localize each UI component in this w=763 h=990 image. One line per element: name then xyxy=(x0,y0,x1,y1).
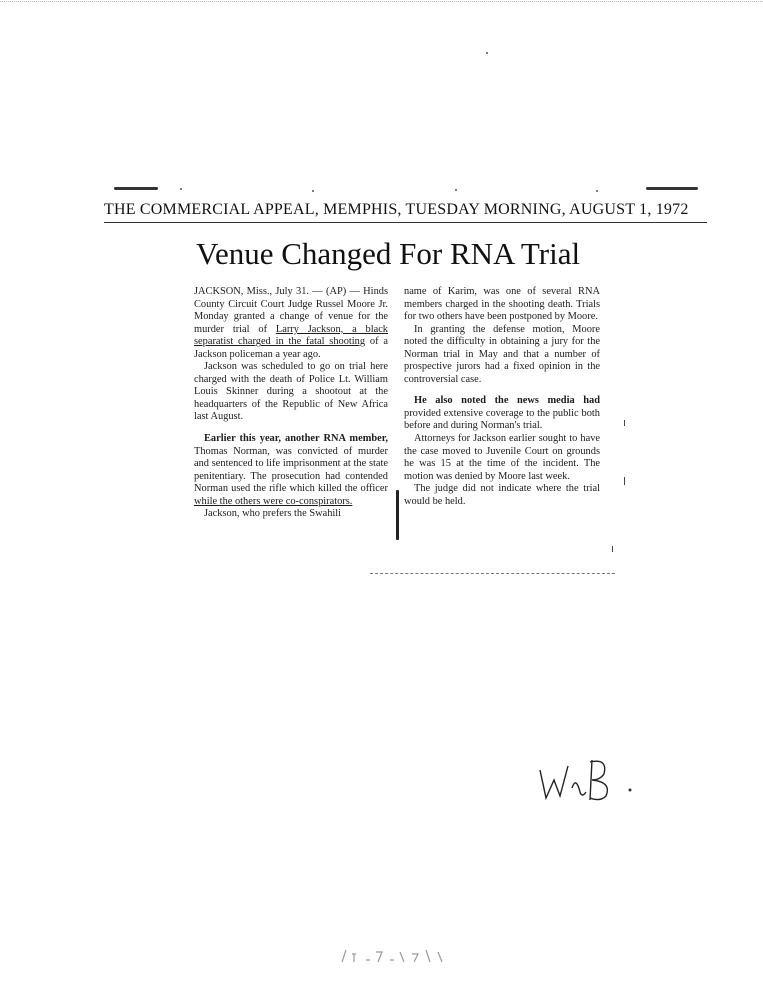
paragraph-6 xyxy=(404,324,600,387)
paragraph-4 xyxy=(194,508,388,521)
paragraph-text: Jackson was scheduled to go on trial here charged with the death of Police Lt. William Louis Skinner during a shootout at the headquarters of the Republic of New Africa last August. xyxy=(194,361,388,423)
margin-bracket-mark xyxy=(396,490,399,540)
article-headline: Venue Changed For RNA Trial xyxy=(196,236,581,271)
clipping-smudge-right xyxy=(646,187,698,190)
paragraph-text: The judge did not indicate where the trial would be held. xyxy=(404,483,600,507)
top-dotted-border xyxy=(0,1,763,2)
paragraph-8 xyxy=(404,433,600,483)
masthead-rule xyxy=(104,222,707,223)
clipping-speck xyxy=(312,190,314,192)
paragraph-3 xyxy=(194,433,388,508)
margin-tick-mark xyxy=(624,420,625,426)
paragraph-1 xyxy=(194,286,388,361)
faint-stamp-number xyxy=(338,946,448,966)
article-right-column xyxy=(404,286,600,508)
underlined-text: Larry Jackson, a black separatist charged in the fatal shooting xyxy=(194,323,388,348)
paragraph-9 xyxy=(404,483,600,508)
paragraph-text: provided extensive coverage to the public both before and during Norman's trial. xyxy=(404,407,600,432)
paragraph-lead: He also noted the news media had xyxy=(414,395,600,407)
paragraph-5 xyxy=(404,286,600,324)
article-end-rule xyxy=(370,573,615,574)
newspaper-masthead: THE COMMERCIAL APPEAL, MEMPHIS, TUESDAY MORNING, AUGUST 1, 1972 xyxy=(104,201,689,218)
margin-tick-mark xyxy=(624,477,625,485)
margin-tick-mark xyxy=(612,546,613,552)
article-left-column xyxy=(194,286,388,521)
handwritten-initials xyxy=(534,752,634,812)
paragraph-text: JACKSON, Miss., July 31. — (AP) — Hinds County Circuit Court Judge Russel Moore Jr. Monday granted a change of venue for the murder trial of xyxy=(194,286,388,335)
paragraph-text: of a Jackson policeman a year ago. xyxy=(194,336,388,360)
paragraph-lead: Earlier this year, another RNA member, xyxy=(204,433,388,445)
clipping-speck xyxy=(455,189,457,191)
paragraph-text: Thomas Norman, was convicted of murder and sentenced to life imprisonment at the state penitentiary. The prosecution had contended Norman used the rifle which killed the officer xyxy=(194,445,388,495)
paragraph-7 xyxy=(404,395,600,433)
clipping-speck xyxy=(486,52,488,54)
clipping-speck xyxy=(596,190,598,192)
paragraph-text: Attorneys for Jackson earlier sought to have the case moved to Juvenile Court on grounds he was 15 at the time of the incident. The motion was denied by Moore last week. xyxy=(404,433,600,482)
paragraph-text: In granting the defense motion, Moore noted the difficulty in obtaining a jury for the Norman trial in May and that a number of prospective jurors had a fixed opinion in the controversial case. xyxy=(404,323,600,385)
underlined-text: while the others were co-conspirators. xyxy=(194,495,353,507)
clipping-speck xyxy=(180,188,182,190)
paragraph-text: Jackson, who prefers the Swahili xyxy=(204,508,342,520)
paragraph-text: name of Karim, was one of several RNA members charged in the shooting death. Trials for two others have been postponed by Moore. xyxy=(404,286,600,323)
paragraph-2 xyxy=(194,361,388,424)
clipping-smudge-left xyxy=(114,187,158,190)
